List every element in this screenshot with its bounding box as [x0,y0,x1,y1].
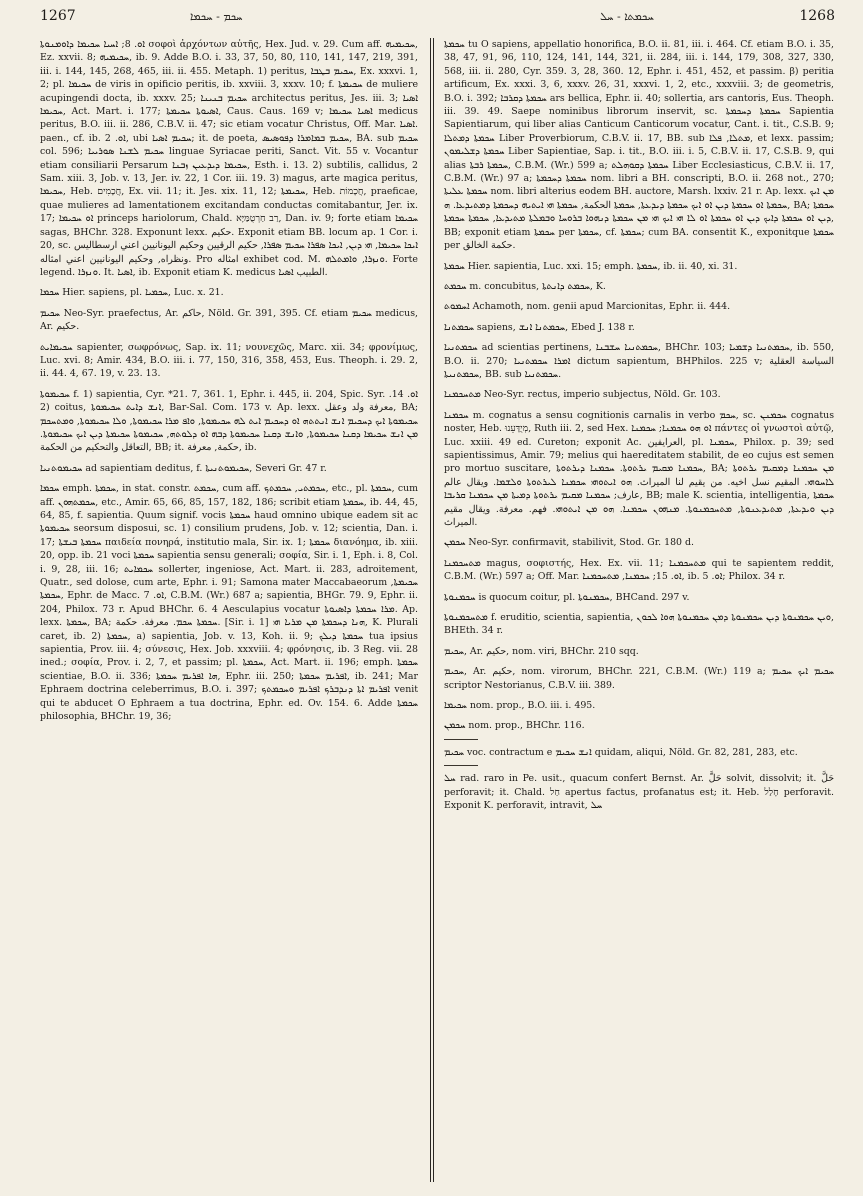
right-page-number: 1268 [799,8,835,24]
dictionary-entry: ܚܟܝܡܐ nom. prop., B.O. iii. i. 495. [444,700,596,712]
column-divider-rule [430,38,432,1182]
dictionary-entry: ܚܟܝܡܘܬܐ f. 1) sapientia, Cyr. *21. 7, 361. 1, Ephr. i. 445, ii. 204, Spic. Syr. ܐܘ. 14. 2) coitus, ܐܢܫ ܕܐܝܬ ܚܟܝܡܘܬܐ, Bar-Sal. Com. 173 v. Ap. lexx. معرفة ولد وعقل, BA; ܚܟܝܡܘܬܐ ܐܝܟ ܕܚܟܝܡ ܐܢܫ ܐܢܬܬܗ ܐܘ ܕܚܟܝܡ ܐܝܬ ܠܗ ܚܟܝܡܘܬܐ, ܘܐܦ ܡܪܐ ܚܟܝܡܘܬܐ, ܘܠܐ ܚܟܝܡܘܬܐ, ܘܡܬܚܟܡ ܡܢ ܐܢܫ ܚܟܝܡܐ ܕܩܢܐ ܚܟܝܡܘܬܐ, ܘܐܢܫ ܕܩܢܐ ܚܟܝܡܘܬܐ ܕܒܗ ܐܘ ܕܠܘܬܗ, ܚܟܝܡܘܬܐ ܚܟܝܡܬܐ ܕܝܢ ܐܝܟ ܚܟܝܡܘܬܐ. التعاقل والتحكيم من الحكمة, BB; it. حكمة, معرفة, ib. [40,388,418,454]
dictionary-entry: ܐܘ. 8; ܐܚܝܐ ܚܟܝܡܐ ܕܐܘܡܢܘܬܐ σοφοὶ ἀρχόντων αὐτῆς, Hex. Jud. v. 29. Cum aff. ܚܟܝܡܝܗ, Ez. xxvii. 8; ܚܟܝܡܝܗ, ib. 9. Adde B.O. i. 33, 37, 50, 80, 110, 141, 147, 219, 391, iii. i. 144, 145, 268, 465, iii. ii. 455. Metaph. 1) peritus, ܚܟܝܡ ܒܛܒܐ, Ex. xxxvi. 1, 2; pl. ܚܟܝܡܐ de viris in opificio peritis, ib. xxviii. 3, xxxv. 10; f. ܚܟܝܡܬܐ de muliere acupingendi docta, ib. xxxv. 25; ܚܟܝܡ ܒܢܝܢܐ architectus peritus, Jes. iii. 3; ܐܣܝܐ ܚܟܝܡܐ, Act. Mart. i. 177; ܐܣܝܘܬܐ ܚܟܝܡܬܐ, Caus. Caus. 169 v; ܐܣܝܐ ܚܟܝܡܐ medicus peritus, B.O. iii. ii. 286, C.B.V. ii. 47; sic etiam vocatur Christus, Off. Mar. ܐܣܝܐ. paen., cf. ib. ܐܘ. 2, ubi ܚܟܝܡ ܐܣܝܐ; it. de poeta, ܚܟܝܡ ܒܡܐܡܪܐ ܕܦܘܣܝܣ, BA. sub ܚܟܝܡ col. 596; ܚܟܝܡ ܠܫܢܐ ܣܘܪܝܝܐ linguae Syriacae periti, Sanct. Vit. 55 v. Vocantur etiam consiliarii Persarum ܚܟܝܡܐ ܕܝܕܥܝܢ ܙܒܢܐ, Esth. i. 13. 2) subtilis, callidus, 2 Sam. xiii. 3, Job. v. 13, Jer. iv. 22, 1 Cor. iii. 19. 3) magus, arte magica peritus, ܚܟܝܡܐ, Heb. חֲכָמִים, Ex. vii. 11; it. Jes. xix. 11, 12; ܚܟܝܡܬܐ, Heb. חֲכָמוֹת, praeficae, quae mulieres ad lamentationem excitandam conductas comitabantur, Jer. ix. 17; ܐܘ ܚܟܝܡܐ princeps hariolorum, Chald. רַב חַרְטֻמַּיָּא, Dan. iv. 9; forte etiam ܚܟܝܡܐ sagas, BHChr. 328. Exponunt lexx. حكيم. Exponit etiam BB. locum ap. 1 Cor. i. 20, sc. ܐܝܟܐ ܚܟܝܡܐ, ܗܝ ܕܝܢ, ܐܝܟܐ ܣܦܪܐ ܚܟܝܡ ܣܦܪܐ, حكيم الرقيين وحكيم اليونانيين اعني ارسطاليس ونظراه, وحكيم اليونانيين اعني امثاله. Pro امثاله exhibet cod. M. ܘܢܙܪܐ, ܘܐܡܬܠܗ. Forte legend. ܘܢܙܪܐ. It. ܐܣܝܐ, ib. Exponit etiam K. medicus الطبيب ܐܣܝܐ. [40,39,418,278]
dictionary-entry: ܚܟܡܢ Neo-Syr. confirmavit, stabilivit, Stod. Gr. 180 d. [444,537,694,549]
dictionary-entry: ܡܬܚܟܡܢܐ magus, σοφιστής, Hex. Ex. vii. 11; ܡܬܚܟܡܢܐ qui te sapientem reddit, C.B.M. (Wr.) 597 a; Off. Mar. ܐܘ. 15; ܚܟܡܢܐ, ܡܬܚܟܡܢܐ, ib. ܐܘ. 5; Philox. 34 r. [444,557,834,583]
dictionary-entry: ܡܬܚܟܡܢܘܬܐ f. eruditio, scientia, sapientia, ܘܝܢ ܚܟܡܢܘܬܐ ܕܝܢ ܚܟܡܢܘܬܐ ܕܡܢ ܚܟܡܢܘܬܐ ܗܘܐ ܠܟܘܢ, BHEth. 34 r. [444,612,834,637]
left-running-headword: ܚܟܡ - ܚܟܡܐ [190,10,243,23]
dictionary-entry: ܐܚܡܘܬ Achamoth, nom. genii apud Marcionitas, Ephr. ii. 444. [444,301,731,313]
dictionary-entry: ܚܟܡܐ Hier. sapiens, pl. ܚܟܡܝܐ, Luc. x. 21. [40,287,224,299]
dictionary-entry: ܚܟܡܢܐ m. cognatus a sensu cognitionis carnalis in verbo ܚܟܡ, sc. ܚܟܡܢܢ cognatus noster, Heb. מְיֻדָּעֵנוּ, Ruth iii. 2, sed Hex. ܐܘ ܗܘ ܚܟܡܢܐ; ܚܟܡܢܐ πάντες οἱ γνωστοὶ αὐτῷ, Luc. xxiii. 49 ed. Cureton; exponit Ac. العرايفين, pl. ܚܟܡܢܐ, Philox. p. 39; sed sapientissimus, Amir. 79; melius qui haereditatem stabilit, de eo cujus est semen pro mortuo suscitare, ܚܟܡܢܐ ܡܩܝܡ ܝܪܬܘܬܐ. ܚܟܡܢܐ ܕܝܪܬܘܬܐ, BA; ܡܢ ܚܟܡܢܐ ܕܡܩܝܡ ܝܪܬܘܬܐ ܠܐܚܘܗܝ. المقيم نسل اخيه. من يقيم لنا الميراث. ܗܘ ܐܝܬܘܗܝ ܚܟܡܢܐ ܠܝܪܬܘܬܐ ܘܠܫܡܐ. ويقال عالم عارف; ܚܟܡܢܐ ܡܩܝܡ ܝܪܬܘܬܐ ܕܡܝܬܐ ܡܢ ܚܟܡܢܐ ܩܪܝܒܐ, BB; male K. scientia, intelligentia, ܚܟܡܬܐ ܕܝܢ ܘܝܕܥܬܐ, ܡܬܝܕܥܢܘܬܐ, ܡܬܚܟܡܢܘܬܐ. ܡܢܗܘܢ ܚܟܡܢܐ. ܗܘ ܡܢ ܐܝܬܘܗܝ. فهم. معرفة. ويقال مقيم الميراث. [444,409,834,528]
right-column [444,38,834,1184]
section-separator-rule [444,739,478,740]
left-column [40,38,418,1184]
dictionary-entry: ܚܟܡܬܐ tu O sapiens, appellatio honorifica, B.O. ii. 81, iii. i. 464. Cf. etiam B.O. i. 35, 38, 47, 91, 96, 110, 124, 141, 144, 321, ii. 284, iii. i. 144, 179, 308, 327, 330, 568, iii. ii. 280, Cyr. 359. 3, 28, 360. 12, Ephr. i. 451, 452, et passim. β) peritia artificum, Ex. xxxi. 3, 6, xxxv. 26, 31, xxxvi. 1, 2, etc., xxxviii. 3; de geometris, B.O. i. 392; ܚܟܡܬܐ ܕܩܪܒܐ ars bellica, Ephr. ii. 40; sollertia, ars cantoris, Eus. Theoph. iii. 39. 49. Saepe nominibus librorum inservit, sc. ܚܟܡܬܐ ܕܚܟܡܬܐ Sapientia Sapientiarum, qui liber alias Canticum Canticorum vocatur, Cant. i. tit., C.S.B. 9; ܚܟܡܬܐ ܕܡܬܠܐ Liber Proverbiorum, C.B.V. ii. 17, BB. sub ܡܬܠܐ, ܦܠܐ, et lexx. passim; ܚܟܡܬܐ ܕܫܠܝܡܘܢ Liber Sapientiae, Sap. i. tit., B.O. iii. i. 5, C.B.V. ii. 17, C.S.B. 9, qui alias ܚܟܡܬܐ ܪܒܬܐ, C.B.M. (Wr.) 599 a; ܚܟܡܬܐ ܕܩܘܗܠܬ Liber Ecclesiasticus, C.B.V. ii. 17, C.B.M. (Wr.) 97 a; ܚܟܡܬܐ ܕܚܟܡܬܐ nom. libri a BH. conscripti, B.O. ii. 268 not., 270; ܚܟܡܬܐ ܥܠܝܬܐ nom. libri alterius eodem BH. auctore, Marsh. lxxiv. 21 r. Ap. lexx. ܡܢ ܐܝܟ ܚܟܡܬܐ ܐܘ ܚܟܡܬܐ ܕܝܢ ܐܘ ܐܝܟ ܚܟܡܬܐ ܕܝܕܥܬܐ, ܚܟܡܬܐ الحكمة, ܚܟܡܬܐ ܗܝ ܐܝܬܝܗ ܕܚܟܡܬܐ ܕܡܬܝܕܥܐ. ܗ, BA; ܚܟܡܬܐ ܕܝܢ ܐܘ ܚܟܡܬܐ ܕܐܝܟ ܕܝܢ ܐܘ ܚܟܡܬܐ ܐܘ ܠܐ ܗܝ ܐܝܟ ܗܝ ܡܢ ܚܟܡܬܐ ܕܢܗܘܐ ܒܪܘܚܐ ܘܒܡܠܬܐ ܡܬܝܕܥܐ, ܚܟܡܬܐ ܚܟܡܬܐ, BB; exponit etiam ܚܟܡܬܐ per ܚܟܡܬܐ, cf. ܚܟܡܬܐ; cum BA. consentit K., exponitque ܚܟܡܬܐ per حكمة الخالق. [444,39,834,252]
dictionary-entry: ܚܟܝܡ voc. contractum e ܐܢܫ ܚܟܝܡ quidam, aliqui, Nöld. Gr. 82, 281, 283, etc. [444,746,798,758]
right-running-headword: ܚܟܡܬܐ - ܚܠ [600,10,654,23]
dictionary-entry: ܚܟܝܡ, Ar. حكيم, nom. virorum, BHChr. 221, C.B.M. (Wr.) 119 a; ܚܟܝܡ ܐܝܟ ܚܟܝܡ scriptor Nestorianus, C.B.V. iii. 389. [444,666,834,691]
dictionary-entry: ܚܟܝܡܘܬܢܝܐ ad sapientiam deditus, f. ܚܟܝܡܘܬܢܝܬܐ, Severi Gr. 47 r. [40,462,327,474]
dictionary-entry: ܚܟܡܢ nom. prop., BHChr. 116. [444,720,585,732]
dictionary-entry: ܚܟܝܡ, Ar. حكيم, nom. viri, BHChr. 210 sqq. [444,645,639,657]
left-page-number: 1267 [40,8,76,24]
dictionary-entry: ܚܟܡܬܢܐ sapiens, ܚܟܡܬܢܐ ܐܢܫ, Ebed J. 138 r. [444,321,635,333]
dictionary-entry: ܚܟܡܬܐ Hier. sapientia, Luc. xxi. 15; emph. ܚܟܡܬܐ, ib. ii. 40, xi. 31. [444,260,738,272]
dictionary-entry: ܚܟܡܢܘܬܐ is quocum coitur, pl. ܚܟܡܢܘܬܐ, BHCand. 297 v. [444,591,690,603]
dictionary-entry: ܚܠ rad. raro in Pe. usit., quacum confert Bernst. Ar. حَلَّ solvit, dissolvit; it. حَلَّ perforavit; it. Chald. חַל apertus factus, profanatus est; it. Heb. חָלַל perforavit. Exponit K. perforavit, intravit, ܚܠ [444,773,834,812]
dictionary-entry: ܚܟܝܡ Neo-Syr. praefectus, Ar. حاكم, Nöld. Gr. 391, 395. Cf. etiam ܚܟܝܡ medicus, Ar. حكيم. [40,307,418,333]
column-divider-rule-inner [433,38,435,1182]
dictionary-entry: ܚܟܡܐ emph. ܚܟܡܬܐ, in stat. constr. ܚܟܡܬ, cum aff. ܚܟܡܬܝ, ܚܟܡܬܟ, etc., pl. ܚܟܡܬܐ, cum aff. ܚܟܡܬܗܘܢ, etc., Amir. 65, 66, 85, 157, 182, 186; scribit etiam ܚܟܡܬܐ, ib. 44, 45, 64, 85, f. sapientia. Quum signif. vocis ܚܟܡܬܐ haud omnino ubique eadem sit ac ܚܟܝܡܘܬܐ seorsum disposui, sc. 1) consilium prudens, Job. v. 12; scientia, Dan. i. 17; ܚܟܡܬܐ ܒܝܫܬܐ παιδεία πονηρά, institutio mala, Sir. ix. 1; ܚܟܡܬܐ διανόημα, ib. xiii. 20, opp. ib. 21 voci ܚܟܡܬܐ sapientia sensu generali; σοφία, Sir. i. 1, Eph. i. 8, Col. i. 9, 28, iii. 16; ܚܟܡܐܝܬ sollerter, ingeniose, Act. Mart. ii. 283, adroitement, Quatr., sed dolose, cum arte, Ephr. i. 91; Samona mater Maccabaeorum ܚܟܝܡܬܐ, ܚܟܡܬܐ, Ephr. de Macc. ܐܘ. 7, C.B.M. (Wr.) 687 a; sapientia, BHGr. 79. 9, Ephr. ii. 204, Philox. 73 r. Apud BHChr. 6. 4 Aesculapius vocatur ܡܪܐ ܚܟܡܬܐ ܕܐܣܝܘܬܐ. Ap. lexx. ܚܟܡܬܐ, BA; ܚܟܡܬܐ ܚܟܡ. معرفة. حكمة. [Sir. i. 1] ܗܢܐ ܕܚܟܡܬܐ ܡܢ ܡܪܝܐ ܗܝ, K. Plurali caret, ib. 2) ܚܟܡܬܐ, a) sapientia, Job. v. 13, Koh. ii. 9; ܚܟܡܬܐ ܕܝܠܟ tua ipsius sapientia, Prov. iii. 4; σύνεσις, Hex. Job. xxxviii. 4; φρόνησις, ib. 3 Reg. vii. 28 ined.; σοφία, Prov. i. 2, 7, et passim; pl. ܚܟܡܬܐ, Act. Mart. ii. 196; emph. ܚܟܡܬܐ scientiae, B.O. ii. 336; ܗܐ ܐܦܪܝܡ ܚܟܡܬܐ, Ephr. iii. 250; ܐܦܪܝܡ ܚܟܡܬܐ, ib. 241; Mar Ephraem doctrina celeberrimus, B.O. i. 397; ܐܦܪܝܡ ܐܬܐ ܕܢܕܒܪܟ ܐܦܪܝܡ ܘܚܟܡܬܟ venit qui te abducet O Ephraem a tua doctrina, Ephr. ed. Ov. 154. 6. Adde ܚܟܡܬܐ philosophia, BHChr. 19, 36; [40,483,418,723]
dictionary-entry: ܡܬܚܟܡܢܐ Neo-Syr. rectus, imperio subjectus, Nöld. Gr. 103. [444,389,721,401]
dictionary-entry: ܚܟܡܬܢܝܐ ad scientias pertinens, ܚܟܡܬܢܝܐ ܚܫܒܢܐ, BHChr. 103; ܚܟܡܬܢܝܐ ܕܫܡܝܐ, ib. 550, B.O. ii. 270; ܐܡܪܐ ܚܟܡܬܢܝܐ dictum sapientum, BHPhilos. 225 v; السياسة العقلية ܚܟܡܬܢܝܬܐ, BB. sub ܚܟܡܬܢܝܐ. [444,342,834,380]
dictionary-entry: ܚܟܡܬ m. concubitus, ܚܟܡܬ ܕܐܢܬܬܐ, K. [444,280,606,292]
page-header [40,6,835,32]
dictionary-entry: ܚܟܝܡܐܝܬ sapienter, σωφρόνως, Sap. ix. 11; νουνεχῶς, Marc. xii. 34; φρονίμως, Luc. xvi. 8; Amir. 434, B.O. iii. i. 77, 150, 316, 358, 453, Eus. Theoph. i. 29. 2, ii. 44. 4, 67. 19, v. 23. 13. [40,341,418,380]
section-separator-rule [444,765,478,766]
